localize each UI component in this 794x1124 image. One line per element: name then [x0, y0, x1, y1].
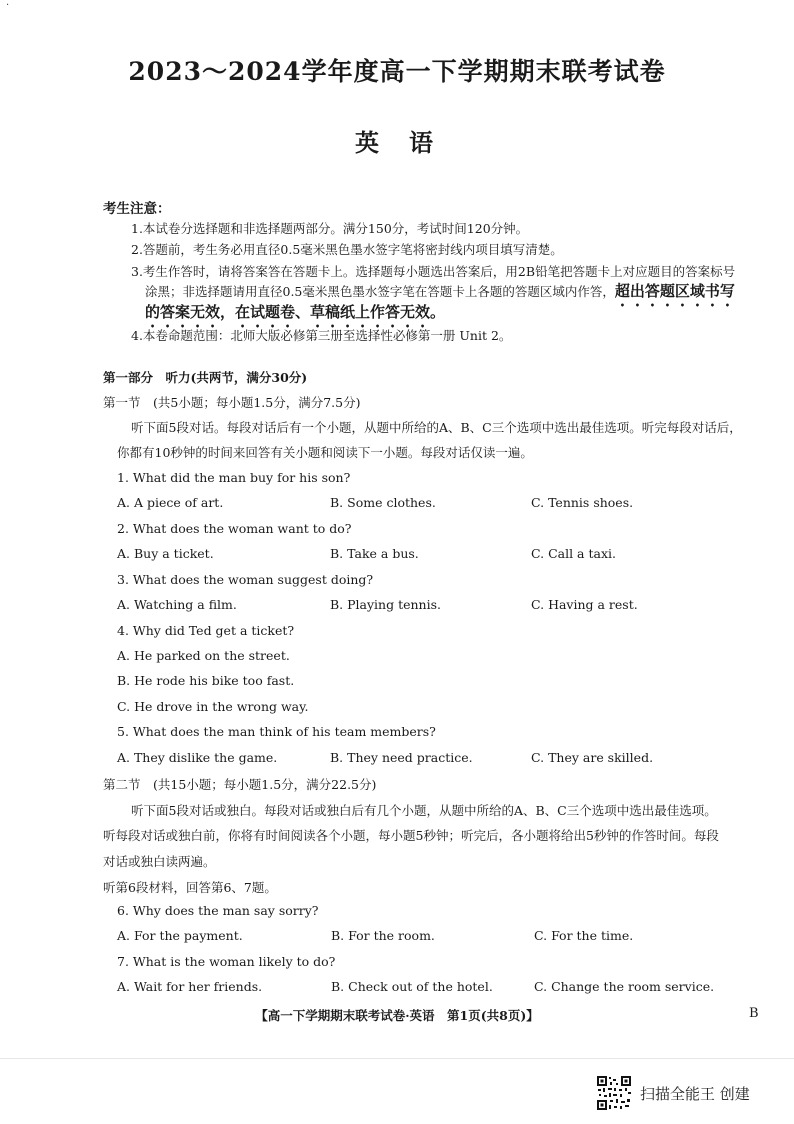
binding-mark: · — [6, 0, 10, 11]
section1-instructions-line1: 听下面5段对话。每段对话后有一个小题，从题中所给的A、B、C三个选项中选出最佳选项。听完每段对话后， — [131, 420, 742, 435]
question-7-option-c: C. Change the room service. — [534, 979, 715, 994]
question-3-stem: 3. What does the woman suggest doing? — [117, 572, 374, 587]
question-1-option-c: C. Tennis shoes. — [531, 495, 634, 510]
qr-code-icon — [596, 1075, 632, 1111]
question-2-stem: 2. What does the woman want to do? — [117, 521, 352, 536]
subject-title: 英语 — [355, 128, 463, 157]
page-footer: 【高一下学期期末联考试卷·英语 第1页(共8页)】 — [255, 1008, 539, 1023]
question-1-option-a: A. A piece of art. — [117, 495, 224, 510]
notice-item-3-line2-a: 涂黑；非选择题请用直径0.5毫米黑色墨水签字笔在答题卡上各题的答题区域内作答， — [145, 284, 615, 299]
section2-instructions-line3: 对话或独白读两遍。 — [103, 854, 216, 869]
question-1-stem: 1. What did the man buy for his son? — [117, 470, 351, 485]
question-7-stem: 7. What is the woman likely to do? — [117, 954, 336, 969]
notice-item-3-line1: 3.考生作答时，请将答案答在答题卡上。选择题每小题选出答案后，用2B铅笔把答题卡上对应题目的答案标号 — [131, 264, 736, 279]
question-4-option-a: A. He parked on the street. — [117, 648, 290, 663]
material-6-intro: 听第6段材料，回答第6、7题。 — [103, 880, 277, 895]
part1-heading: 第一部分 听力(共两节，满分30分) — [103, 370, 308, 385]
question-5-option-b: B. They need practice. — [330, 750, 473, 765]
notice-item-2: 2.答题前，考生务必用直径0.5毫米黑色墨水签字笔将密封线内项目填写清楚。 — [131, 242, 563, 257]
notice-item-4: 4.本卷命题范围：北师大版必修第三册至选择性必修第一册 Unit 2。 — [131, 328, 512, 343]
question-1-option-b: B. Some clothes. — [330, 495, 436, 510]
notice-heading: 考生注意： — [103, 201, 171, 217]
section2-instructions-line1: 听下面5段对话或独白。每段对话或独白后有几个小题，从题中所给的A、B、C三个选项中选出最佳选项。 — [131, 803, 717, 818]
question-6-stem: 6. Why does the man say sorry? — [117, 903, 319, 918]
question-5-option-c: C. They are skilled. — [531, 750, 654, 765]
question-4-option-b: B. He rode his bike too fast. — [117, 673, 295, 688]
question-3-option-a: A. Watching a film. — [117, 597, 237, 612]
section2-heading: 第二节 (共15小题；每小题1.5分，满分22.5分) — [103, 777, 377, 792]
scanner-watermark: 扫描全能王 创建 — [640, 1085, 750, 1103]
section1-instructions-line2: 你都有10秒钟的时间来回答有关小题和阅读下一小题。每段对话仅读一遍。 — [117, 445, 533, 460]
section1-heading: 第一节 (共5小题；每小题1.5分，满分7.5分) — [103, 395, 361, 410]
question-5-stem: 5. What does the man think of his team members? — [117, 724, 436, 739]
question-6-option-b: B. For the room. — [331, 928, 435, 943]
question-7-option-a: A. Wait for her friends. — [117, 979, 263, 994]
question-7-option-b: B. Check out of the hotel. — [331, 979, 493, 994]
question-3-option-c: C. Having a rest. — [531, 597, 638, 612]
question-3-option-b: B. Playing tennis. — [330, 597, 441, 612]
question-5-option-a: A. They dislike the game. — [117, 750, 278, 765]
notice-item-3-line2-b: 超出答题区域书写 — [614, 282, 735, 300]
question-4-option-c: C. He drove in the wrong way. — [117, 699, 309, 714]
question-6-option-a: A. For the payment. — [117, 928, 243, 943]
question-2-option-a: A. Buy a ticket. — [117, 546, 214, 561]
question-2-option-c: C. Call a taxi. — [531, 546, 616, 561]
question-2-option-b: B. Take a bus. — [330, 546, 419, 561]
question-4-stem: 4. Why did Ted get a ticket? — [117, 623, 295, 638]
scanner-divider — [0, 1058, 794, 1059]
paper-version-code: B — [749, 1006, 759, 1021]
notice-item-1: 1.本试卷分选择题和非选择题两部分。满分150分，考试时间120分钟。 — [131, 221, 529, 236]
page-title: 2023～2024学年度高一下学期期末联考试卷 — [128, 57, 666, 86]
question-6-option-c: C. For the time. — [534, 928, 634, 943]
notice-item-3-line3: 的答案无效，在试题卷、草稿纸上作答无效。 — [145, 303, 446, 321]
section2-instructions-line2: 听每段对话或独白前，你将有时间阅读各个小题，每小题5秒钟；听完后，各小题将给出5秒钟的作答时间。每段 — [103, 828, 719, 843]
